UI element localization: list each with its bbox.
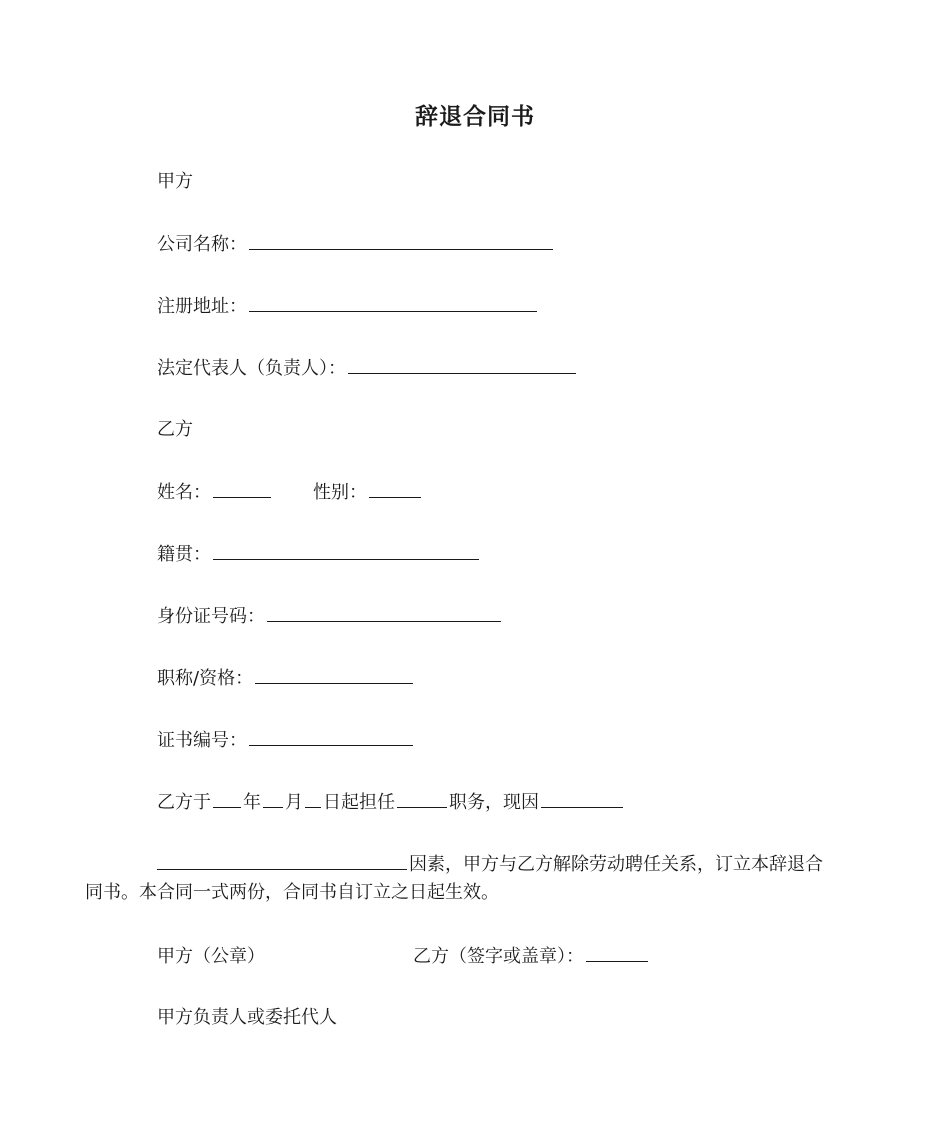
native-place-label: 籍贯： [157,544,211,565]
address-field[interactable] [249,293,537,312]
gender-field[interactable] [369,479,421,498]
native-place-field[interactable] [213,541,479,560]
id-number-field[interactable] [267,603,501,622]
clause-year: 年 [243,792,261,813]
year-field[interactable] [213,789,241,808]
title-row [157,665,415,692]
duty-field[interactable] [397,789,447,808]
title-label: 职称/资格： [157,668,254,689]
address-row [157,293,539,320]
clause-day: 日起担任 [323,792,395,813]
day-field[interactable] [305,789,321,808]
native-place-row [157,541,481,568]
cert-number-row [157,727,415,754]
party-b-heading: 乙方 [157,419,193,440]
party-b-sign-label: 乙方（签字或盖章）： [413,946,584,967]
cert-number-label: 证书编号： [157,730,247,751]
name-field[interactable] [213,479,271,498]
company-name-row [157,231,555,258]
title-field[interactable] [255,665,413,684]
name-gender-row [157,479,423,506]
legal-rep-field[interactable] [348,355,576,374]
reason-field[interactable] [541,789,623,808]
clause-text-start: 乙方于 [157,792,211,813]
reason-field-2[interactable] [157,851,407,870]
clause-text-2b: 同书。本合同一式两份，合同书自订立之日起生效。 [85,882,499,903]
document-title: 辞退合同书 [415,104,535,130]
clause-paragraph [85,851,841,907]
clause-text-2a: 因素，甲方与乙方解除劳动聘任关系，订立本辞退合 [409,854,823,875]
month-field[interactable] [263,789,283,808]
address-label: 注册地址： [157,296,247,317]
clause-duty: 职务，现因 [449,792,539,813]
cert-number-field[interactable] [249,727,413,746]
signature-row [157,943,650,970]
party-b-sign-field[interactable] [586,943,648,962]
party-a-heading: 甲方 [157,171,193,192]
clause-month: 月 [285,792,303,813]
party-a-seal-label: 甲方（公章） [157,946,265,967]
id-number-label: 身份证号码： [157,606,265,627]
gender-label: 性别： [313,482,367,503]
clause-line-1 [157,789,625,816]
name-label: 姓名： [157,482,211,503]
legal-rep-row [157,355,578,382]
legal-rep-label: 法定代表人（负责人）： [157,358,346,379]
company-name-label: 公司名称： [157,234,247,255]
party-a-agent-label: 甲方负责人或委托代人 [157,1007,337,1028]
company-name-field[interactable] [249,231,553,250]
id-number-row [157,603,503,630]
